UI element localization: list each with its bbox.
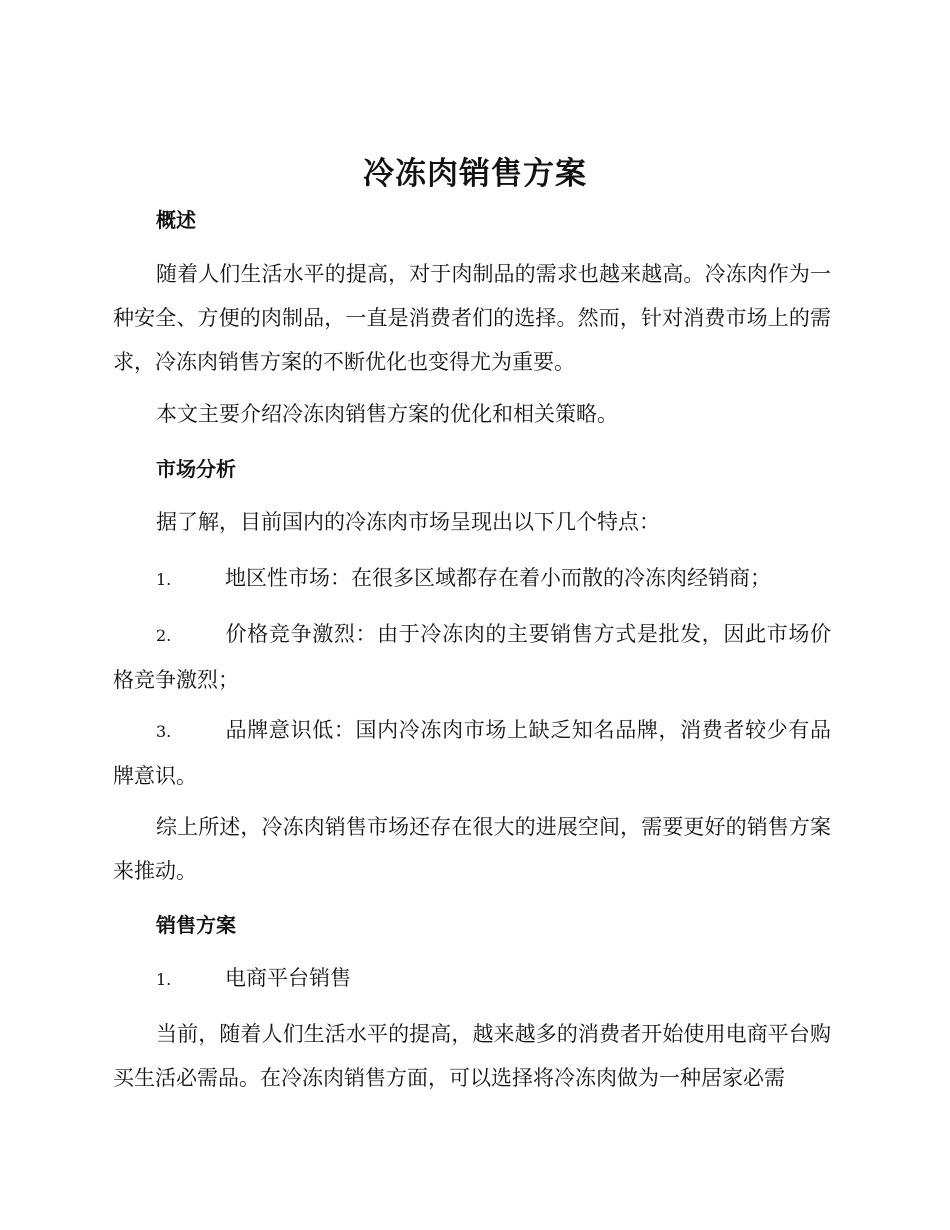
list-item	[113, 956, 831, 1002]
list-item-text: 价格竞争激烈：由于冷冻肉的主要销售方式是批发，因此市场价格竞争激烈；	[113, 622, 831, 692]
section-heading-plan: 销售方案	[156, 913, 236, 937]
list-item-number: 1.	[156, 570, 172, 589]
list-item	[113, 556, 831, 602]
list-item-number: 1.	[156, 970, 172, 989]
overview-paragraph: 本文主要介绍冷冻肉销售方案的优化和相关策略。	[156, 402, 618, 426]
market-intro: 据了解，目前国内的冷冻肉市场呈现出以下几个特点：	[156, 510, 660, 534]
section-heading-market: 市场分析	[156, 457, 236, 481]
list-item-text: 地区性市场：在很多区域都存在着小而散的冷冻肉经销商；	[225, 566, 771, 590]
section-heading-overview: 概述	[156, 208, 196, 232]
document-title: 冷冻肉销售方案	[363, 156, 587, 192]
overview-paragraph: 随着人们生活水平的提高，对于肉制品的需求也越来越高。冷冻肉作为一种安全、方便的肉制品，一直是消费者们的选择。然而，针对消费市场上的需求，冷冻肉销售方案的不断优化也变得尤为重要。	[113, 262, 831, 374]
list-item	[113, 708, 831, 798]
list-item	[113, 612, 831, 702]
list-item-number: 3.	[156, 722, 172, 741]
plan-paragraph: 当前，随着人们生活水平的提高，越来越多的消费者开始使用电商平台购买生活必需品。在冷冻肉销售方面，可以选择将冷冻肉做为一种居家必需	[113, 1022, 831, 1090]
market-summary: 综上所述，冷冻肉销售市场还存在很大的进展空间，需要更好的销售方案来推动。	[113, 815, 831, 883]
list-item-number: 2.	[156, 626, 172, 645]
list-item-text: 电商平台销售	[225, 966, 351, 990]
list-item-text: 品牌意识低：国内冷冻肉市场上缺乏知名品牌，消费者较少有品牌意识。	[113, 718, 831, 788]
